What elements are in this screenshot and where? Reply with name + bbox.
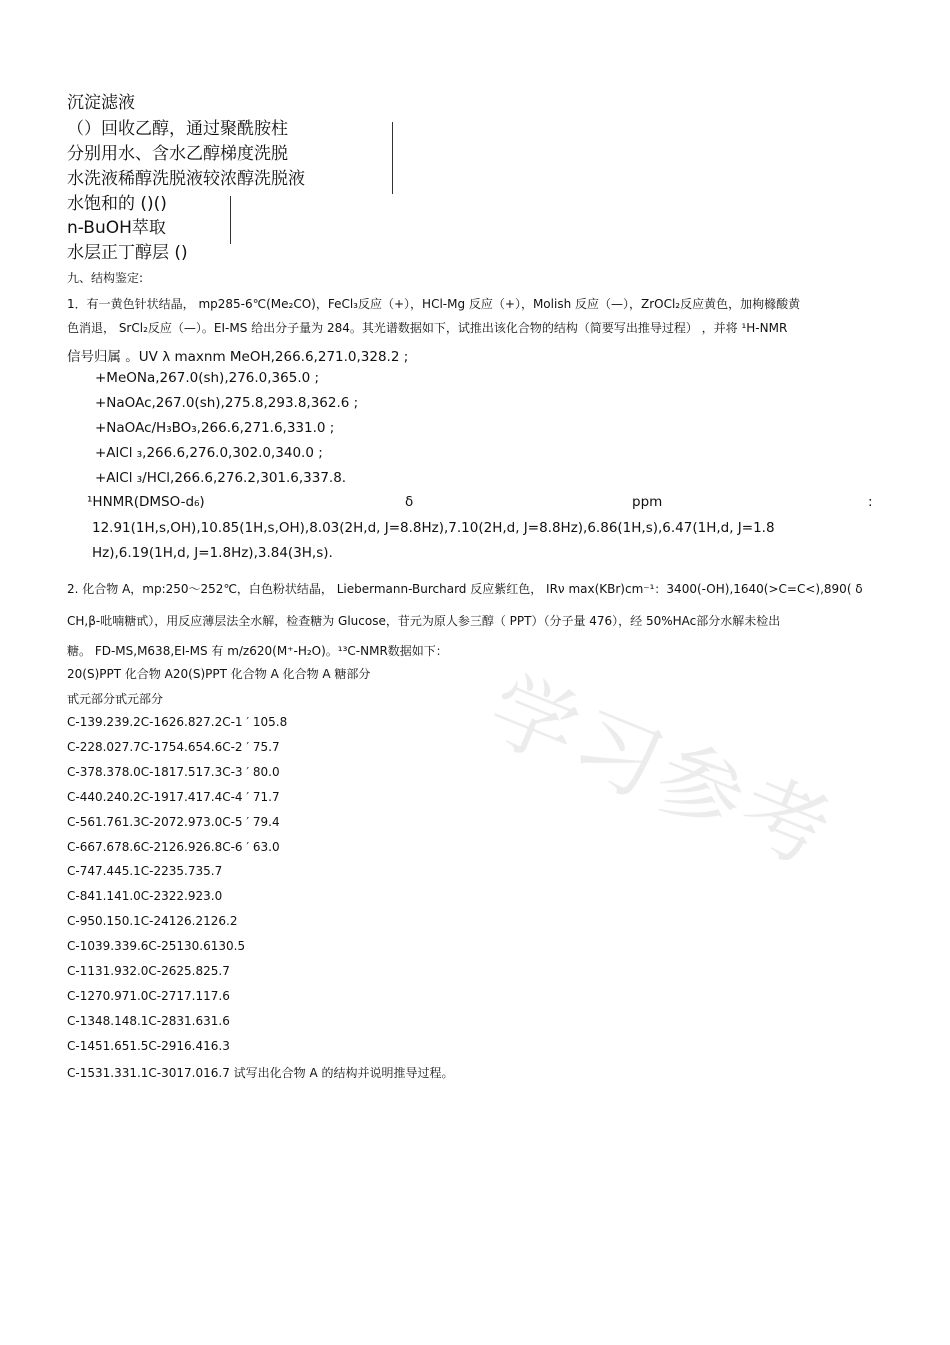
q2-row: C-561.761.3C-2072.973.0C-5 ′ 79.4 — [67, 815, 280, 829]
q2-line-1: 2. 化合物 A，mp:250～252℃，白色粉状结晶， Liebermann-Burchard 反应紫红色， IRν max(KBr)cm⁻¹：3400(-OH),1640(>C=C<),890( δ — [67, 582, 863, 596]
q2-row: C-1270.971.0C-2717.117.6 — [67, 989, 230, 1003]
section-heading: 九、结构鉴定: — [67, 271, 144, 285]
q2-row: C-1451.651.5C-2916.416.3 — [67, 1039, 230, 1053]
q2-table-header-2: 甙元部分甙元部分 — [67, 692, 164, 706]
q1-uv-5: +AlCl ₃/HCl,266.6,276.2,301.6,337.8. — [95, 470, 347, 486]
q1-nmr-line-1: 12.91(1H,s,OH),10.85(1H,s,OH),8.03(2H,d, J=8.8Hz),7.10(2H,d, J=8.8Hz),6.86(1H,s),6.47(1H,d, J=1.8 — [92, 520, 775, 536]
q2-row: C-1531.331.1C-3017.016.7 试写出化合物 A 的结构并说明推导过程。 — [67, 1066, 454, 1080]
q2-line-2: CH,β-吡喃糖甙），用反应薄层法全水解，检查糖为 Glucose，苷元为原人参三醇（ PPT）（分子量 476），经 50%HAc部分水解未检出 — [67, 614, 781, 628]
q1-nmr-line-2: Hz),6.19(1H,d, J=1.8Hz),3.84(3H,s). — [92, 545, 333, 561]
flow-divider-2 — [230, 196, 231, 244]
q1-nmr-delta: δ — [405, 494, 414, 510]
q2-row: C-841.141.0C-2322.923.0 — [67, 889, 223, 903]
flow-line-1: 沉淀滤液 — [67, 93, 135, 113]
q1-line-3: 信号归属 。UV λ maxnm MeOH,266.6,271.0,328.2 ; — [67, 349, 409, 365]
flow-line-2: （）回收乙醇，通过聚酰胺柱 — [67, 119, 288, 139]
q1-nmr-heading: ¹HNMR(DMSO-d₆) — [87, 494, 205, 510]
q1-line-1: 1．有一黄色针状结晶， mp285-6℃(Me₂CO)，FeCl₃反应（+），HCl-Mg 反应（+），Molish 反应（—），ZrOCl₂反应黄色，加枸橼酸黄 — [67, 297, 801, 311]
q2-row: C-378.378.0C-1817.517.3C-3 ′ 80.0 — [67, 765, 280, 779]
flow-line-3: 分别用水、含水乙醇梯度洗脱 — [67, 144, 288, 164]
q2-row: C-950.150.1C-24126.2126.2 — [67, 914, 238, 928]
q1-uv-4: +AlCl ₃,266.6,276.0,302.0,340.0 ; — [95, 445, 323, 461]
q2-table-header-1: 20(S)PPT 化合物 A20(S)PPT 化合物 A 化合物 A 糖部分 — [67, 667, 371, 681]
q2-row: C-1131.932.0C-2625.825.7 — [67, 964, 230, 978]
q1-line-2: 色消退， SrCl₂反应（—）。EI-MS 给出分子量为 284。其光谱数据如下，试推出该化合物的结构（简要写出推导过程） ，并将 ¹H-NMR — [67, 321, 788, 335]
q2-row: C-440.240.2C-1917.417.4C-4 ′ 71.7 — [67, 790, 280, 804]
q2-row: C-667.678.6C-2126.926.8C-6 ′ 63.0 — [67, 840, 280, 854]
q2-row: C-139.239.2C-1626.827.2C-1 ′ 105.8 — [67, 715, 288, 729]
q1-nmr-ppm: ppm — [632, 494, 663, 510]
q1-uv-3: +NaOAc/H₃BO₃,266.6,271.6,331.0 ; — [95, 420, 335, 436]
q2-row: C-747.445.1C-2235.735.7 — [67, 864, 223, 878]
q1-nmr-colon: : — [868, 494, 873, 510]
q1-uv-2: +NaOAc,267.0(sh),275.8,293.8,362.6 ; — [95, 395, 359, 411]
flow-line-7: 水层正丁醇层 () — [67, 243, 188, 263]
q2-row: C-1039.339.6C-25130.6130.5 — [67, 939, 246, 953]
flow-line-5: 水饱和的 ()() — [67, 194, 167, 214]
flow-divider-1 — [392, 122, 393, 194]
flow-line-4: 水洗液稀醇洗脱液较浓醇洗脱液 — [67, 169, 305, 189]
watermark: 学习参考 — [475, 658, 847, 887]
q2-row: C-1348.148.1C-2831.631.6 — [67, 1014, 230, 1028]
q1-uv-1: +MeONa,267.0(sh),276.0,365.0 ; — [95, 370, 320, 386]
q2-row: C-228.027.7C-1754.654.6C-2 ′ 75.7 — [67, 740, 280, 754]
flow-line-6: n-BuOH萃取 — [67, 218, 166, 238]
q2-line-3: 糖。 FD-MS,M638,EI-MS 有 m/z620(M⁺-H₂O)。¹³C-NMR数据如下： — [67, 644, 448, 658]
